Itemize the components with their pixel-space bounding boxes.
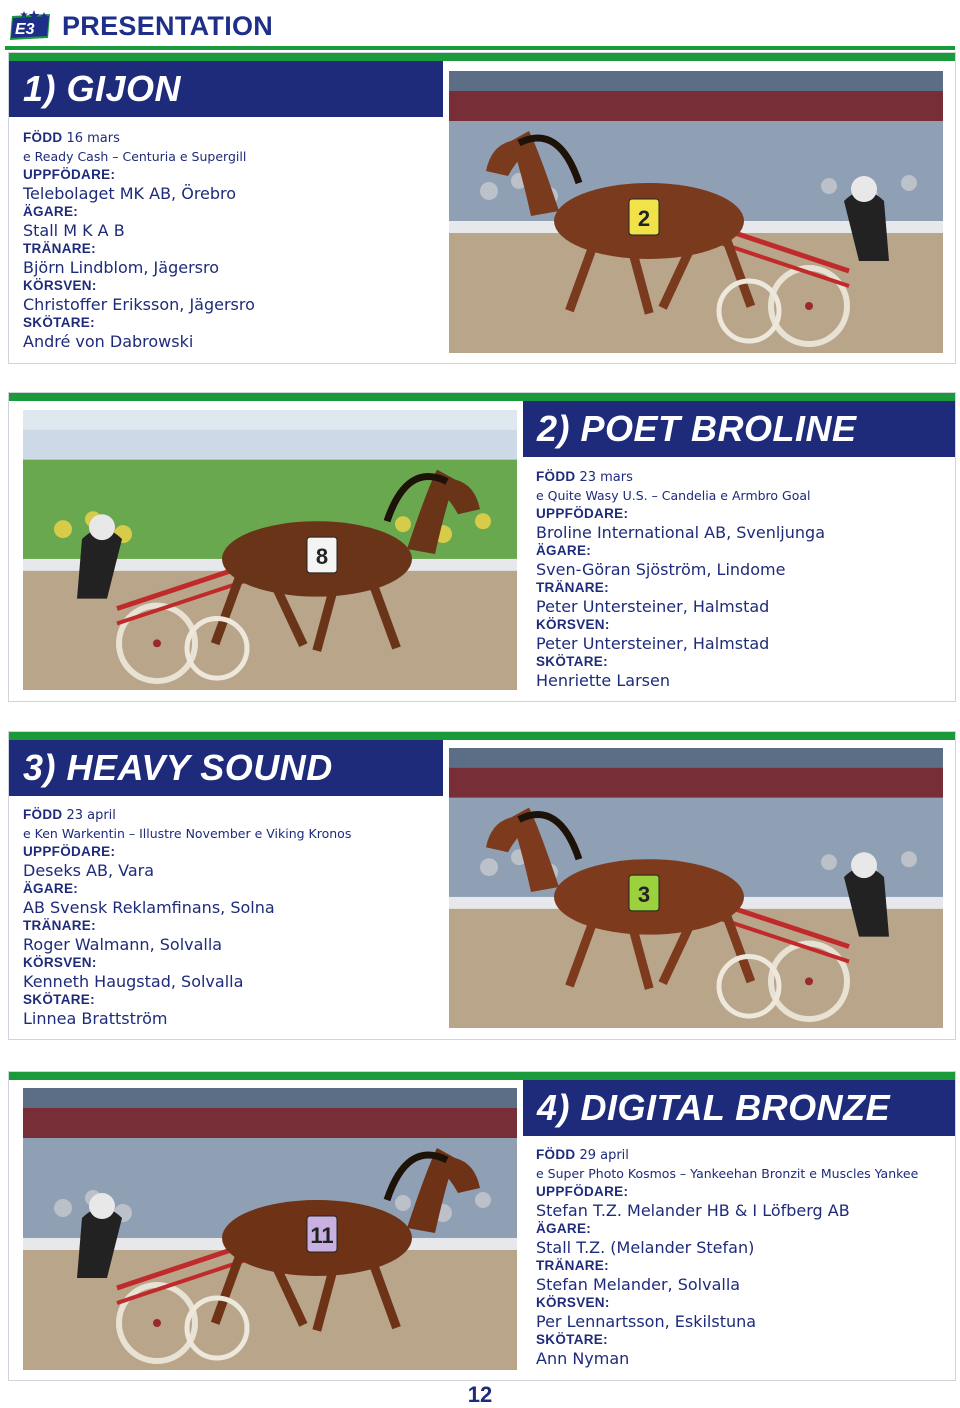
card-topbar <box>9 1072 955 1080</box>
horse-photo <box>23 1088 517 1370</box>
driver-value: Kenneth Haugstad, Solvalla <box>23 972 244 991</box>
horse-info <box>23 129 443 351</box>
card-topbar <box>9 393 955 401</box>
pedigree: e Ken Warkentin – Illustre November e Viking Kronos <box>23 826 352 841</box>
groom-label: SKÖTARE: <box>23 315 95 330</box>
owner-label: ÄGARE: <box>23 881 79 896</box>
trainer-label: TRÄNARE: <box>536 1258 609 1273</box>
horse-name-bar <box>523 1080 955 1136</box>
breeder-label: UPPFÖDARE: <box>536 1184 629 1199</box>
trainer-label: TRÄNARE: <box>23 918 96 933</box>
driver-label: KÖRSVEN: <box>536 1295 610 1310</box>
horse-name-bar <box>9 740 443 796</box>
groom-label: SKÖTARE: <box>23 992 95 1007</box>
svg-text:3: 3 <box>637 881 651 907</box>
driver-value: Christoffer Eriksson, Jägersro <box>23 295 255 314</box>
breeder-value: Stefan T.Z. Melander HB & I Löfberg AB <box>536 1201 850 1220</box>
horse-name-bar <box>523 401 955 457</box>
pedigree: e Super Photo Kosmos – Yankeehan Bronzit e Muscles Yankee <box>536 1166 919 1181</box>
pedigree: e Quite Wasy U.S. – Candelia e Armbro Goal <box>536 488 811 503</box>
horse-info <box>536 1146 948 1368</box>
horse-card-2 <box>8 392 956 702</box>
trainer-value: Björn Lindblom, Jägersro <box>23 258 219 277</box>
driver-label: KÖRSVEN: <box>23 278 97 293</box>
born-line: FÖDD 23 april <box>23 807 116 823</box>
driver-label: KÖRSVEN: <box>23 955 97 970</box>
horse-name: 4) DIGITAL BRONZE <box>537 1087 891 1128</box>
horse-photo <box>449 71 943 353</box>
horse-name: 2) POET BROLINE <box>537 408 857 449</box>
card-topbar <box>9 732 955 740</box>
card-topbar <box>9 53 955 61</box>
svg-text:11: 11 <box>310 1223 334 1248</box>
logo-text: E3 <box>15 21 35 38</box>
horse-name: 3) HEAVY SOUND <box>23 747 333 788</box>
groom-value: Henriette Larsen <box>536 671 670 690</box>
born-line: FÖDD 29 april <box>536 1147 629 1163</box>
driver-value: Peter Untersteiner, Halmstad <box>536 634 770 653</box>
groom-value: Linnea Brattström <box>23 1009 168 1028</box>
born-line: FÖDD 23 mars <box>536 469 633 485</box>
horse-photo <box>449 748 943 1028</box>
horse-card-1 <box>8 52 956 364</box>
trainer-value: Stefan Melander, Solvalla <box>536 1275 741 1294</box>
trainer-value: Peter Untersteiner, Halmstad <box>536 597 770 616</box>
owner-label: ÄGARE: <box>536 1221 592 1236</box>
groom-value: Ann Nyman <box>536 1349 630 1368</box>
groom-value: André von Dabrowski <box>23 332 194 351</box>
horse-info <box>536 468 946 690</box>
owner-value: AB Svensk Reklamfinans, Solna <box>23 898 275 917</box>
breeder-label: UPPFÖDARE: <box>23 167 116 182</box>
born-line: FÖDD 16 mars <box>23 130 120 146</box>
breeder-value: Broline International AB, Svenljunga <box>536 523 825 542</box>
page-number: 12 <box>467 1382 493 1407</box>
horse-name-bar <box>9 61 443 117</box>
breeder-value: Telebolaget MK AB, Örebro <box>23 184 237 203</box>
owner-label: ÄGARE: <box>23 204 79 219</box>
page-title: PRESENTATION <box>62 11 274 41</box>
horse-card-3 <box>8 731 956 1040</box>
owner-value: Sven-Göran Sjöström, Lindome <box>536 560 786 579</box>
driver-value: Per Lennartsson, Eskilstuna <box>536 1312 757 1331</box>
e3-logo <box>8 8 54 44</box>
pedigree: e Ready Cash – Centuria e Supergill <box>23 149 247 164</box>
owner-value: Stall M K A B <box>23 221 125 240</box>
trainer-value: Roger Walmann, Solvalla <box>23 935 223 954</box>
svg-text:2: 2 <box>637 206 651 231</box>
horse-name: 1) GIJON <box>23 68 182 109</box>
trainer-label: TRÄNARE: <box>536 580 609 595</box>
breeder-label: UPPFÖDARE: <box>536 506 629 521</box>
horse-info <box>23 806 443 1028</box>
horse-photo <box>23 410 517 690</box>
breeder-label: UPPFÖDARE: <box>23 844 116 859</box>
groom-label: SKÖTARE: <box>536 1332 608 1347</box>
svg-text:8: 8 <box>315 543 329 569</box>
horse-card-4 <box>8 1071 956 1381</box>
page-header <box>0 0 960 50</box>
groom-label: SKÖTARE: <box>536 654 608 669</box>
breeder-value: Deseks AB, Vara <box>23 861 155 880</box>
owner-label: ÄGARE: <box>536 543 592 558</box>
header-divider <box>5 46 955 50</box>
owner-value: Stall T.Z. (Melander Stefan) <box>536 1238 755 1257</box>
driver-label: KÖRSVEN: <box>536 617 610 632</box>
trainer-label: TRÄNARE: <box>23 241 96 256</box>
